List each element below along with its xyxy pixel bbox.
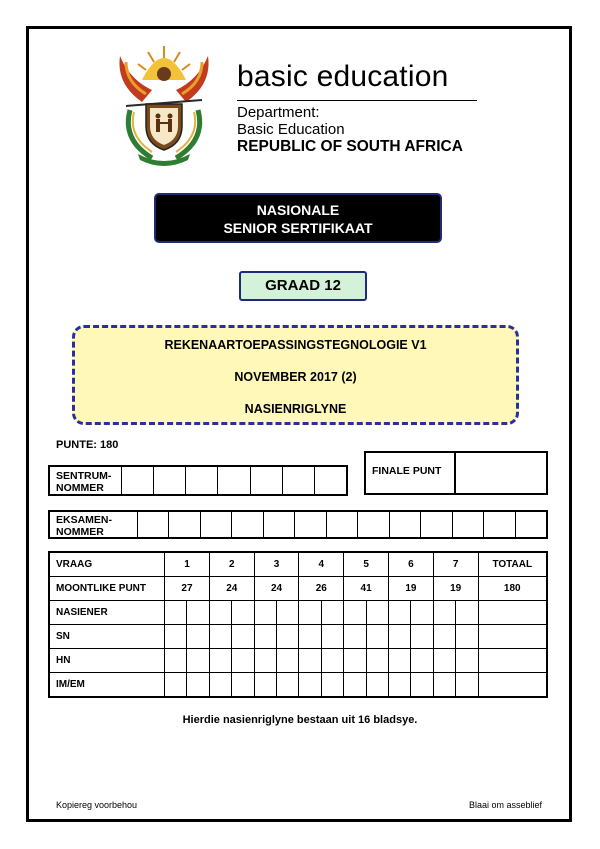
possible-mark-cell: 26 [299, 577, 344, 601]
table-row [49, 625, 547, 649]
exam-digit-box [232, 512, 263, 537]
table-row [49, 649, 547, 673]
mark-entry-cell [277, 601, 299, 625]
mark-entry-cell [411, 649, 433, 673]
mark-entry-cell [232, 649, 254, 673]
centre-digit-box [218, 467, 250, 494]
exam-date: NOVEMBER 2017 (2) [234, 370, 357, 384]
table-row [49, 577, 547, 601]
centre-label-line-1: SENTRUM- [56, 470, 112, 482]
mark-entry-cell [187, 649, 209, 673]
mark-entry-cell [209, 625, 231, 649]
certificate-line-2: SENIOR SERTIFIKAAT [223, 220, 373, 236]
mark-entry-cell [411, 673, 433, 698]
mark-entry-cell [232, 625, 254, 649]
mark-entry-cell [344, 625, 366, 649]
exam-label-line-2: NOMMER [56, 526, 104, 538]
centre-digit-box [283, 467, 315, 494]
table-row [49, 552, 547, 577]
mark-entry-cell [411, 601, 433, 625]
centre-number-field [48, 465, 348, 496]
mark-entry-cell [187, 673, 209, 698]
mark-entry-cell [254, 601, 276, 625]
centre-digit-box [154, 467, 186, 494]
mark-entry-cell [366, 673, 388, 698]
question-number: 1 [165, 552, 210, 577]
centre-digit-box [251, 467, 283, 494]
exam-digit-box [390, 512, 421, 537]
mark-entry-cell [165, 649, 187, 673]
mark-entry-cell [344, 649, 366, 673]
exam-digit-box [295, 512, 326, 537]
exam-digit-box [516, 512, 546, 537]
mark-entry-cell [456, 625, 478, 649]
mark-entry-cell [165, 673, 187, 698]
mark-allocation-table [48, 551, 548, 698]
mark-entry-cell [433, 673, 455, 698]
question-header: VRAAG [49, 552, 165, 577]
centre-digit-box [315, 467, 346, 494]
mark-entry-cell [321, 601, 343, 625]
mark-entry-cell [411, 625, 433, 649]
paper-info-box [72, 325, 519, 425]
mark-entry-cell [165, 625, 187, 649]
coat-of-arms-logo [112, 40, 216, 168]
mark-entry-cell [232, 601, 254, 625]
exam-digit-box [421, 512, 452, 537]
mark-entry-cell [209, 649, 231, 673]
mark-entry-cell [299, 649, 321, 673]
brand-underline [237, 100, 477, 101]
mark-entry-cell [321, 673, 343, 698]
exam-digit-box [453, 512, 484, 537]
department-label: Department: [237, 104, 320, 121]
mark-entry-cell [388, 601, 410, 625]
marker-row-label: IM/EM [49, 673, 165, 698]
exam-digit-box [327, 512, 358, 537]
exam-digit-box [138, 512, 169, 537]
mark-entry-cell [321, 649, 343, 673]
total-header: TOTAAL [478, 552, 547, 577]
question-number: 5 [344, 552, 389, 577]
possible-mark-cell: 24 [254, 577, 299, 601]
question-number: 3 [254, 552, 299, 577]
exam-digit-box [264, 512, 295, 537]
exam-number-label [50, 512, 138, 537]
possible-mark-cell: 19 [433, 577, 478, 601]
certificate-banner [154, 193, 442, 243]
mark-entry-cell [209, 673, 231, 698]
row-total-cell [478, 601, 547, 625]
marker-row-label: NASIENER [49, 601, 165, 625]
final-mark-value-box [456, 453, 546, 493]
question-number: 6 [388, 552, 433, 577]
mark-entry-cell [209, 601, 231, 625]
total-marks: PUNTE: 180 [56, 439, 119, 451]
mark-entry-cell [254, 673, 276, 698]
marker-row-label: HN [49, 649, 165, 673]
mark-entry-cell [299, 601, 321, 625]
mark-entry-cell [277, 649, 299, 673]
exam-digit-box [358, 512, 389, 537]
possible-total-cell: 180 [478, 577, 547, 601]
brand-title: basic education [237, 60, 449, 93]
mark-entry-cell [254, 625, 276, 649]
mark-entry-cell [299, 625, 321, 649]
mark-entry-cell [299, 673, 321, 698]
possible-mark-cell: 27 [165, 577, 210, 601]
mark-entry-cell [321, 625, 343, 649]
centre-digit-box [186, 467, 218, 494]
mark-entry-cell [388, 649, 410, 673]
mark-entry-cell [433, 601, 455, 625]
centre-digit-box [122, 467, 154, 494]
mark-entry-cell [456, 649, 478, 673]
possible-mark-cell: 24 [209, 577, 254, 601]
possible-mark-cell: 19 [388, 577, 433, 601]
mark-entry-cell [433, 625, 455, 649]
question-number: 4 [299, 552, 344, 577]
mark-entry-cell [254, 649, 276, 673]
exam-digit-box [484, 512, 515, 537]
mark-entry-cell [187, 625, 209, 649]
marker-row-label: SN [49, 625, 165, 649]
mark-entry-cell [366, 625, 388, 649]
final-mark-field [364, 451, 548, 495]
possible-marks-header: MOONTLIKE PUNT [49, 577, 165, 601]
department-name: Basic Education [237, 121, 345, 138]
row-total-cell [478, 673, 547, 698]
mark-entry-cell [344, 601, 366, 625]
footer-copyright: Kopiereg voorbehou [56, 800, 138, 810]
mark-entry-cell [277, 625, 299, 649]
certificate-line-1: NASIONALE [256, 202, 340, 218]
row-total-cell [478, 625, 547, 649]
exam-digit-box [201, 512, 232, 537]
mark-entry-cell [456, 673, 478, 698]
possible-mark-cell: 41 [344, 577, 389, 601]
mark-entry-cell [366, 649, 388, 673]
row-total-cell [478, 649, 547, 673]
centre-number-label [50, 467, 122, 494]
table-row [49, 673, 547, 698]
mark-entry-cell [433, 649, 455, 673]
question-number: 7 [433, 552, 478, 577]
mark-entry-cell [456, 601, 478, 625]
mark-entry-cell [344, 673, 366, 698]
mark-entry-cell [366, 601, 388, 625]
centre-label-line-2: NOMMER [56, 482, 104, 494]
exam-label-line-1: EKSAMEN- [56, 514, 113, 526]
mark-entry-cell [187, 601, 209, 625]
subject-title: REKENAARTOEPASSINGSTEGNOLOGIE V1 [164, 338, 427, 352]
country-name: REPUBLIC OF SOUTH AFRICA [237, 138, 463, 155]
page-count-note: Hierdie nasienriglyne bestaan uit 16 bladsye. [182, 714, 418, 726]
exam-digit-box [169, 512, 200, 537]
mark-entry-cell [232, 673, 254, 698]
document-type: NASIENRIGLYNE [244, 402, 347, 416]
footer-turn-over: Blaai om asseblief [468, 800, 542, 810]
mark-entry-cell [388, 625, 410, 649]
mark-entry-cell [277, 673, 299, 698]
exam-number-field [48, 510, 548, 539]
table-row [49, 601, 547, 625]
question-number: 2 [209, 552, 254, 577]
mark-entry-cell [388, 673, 410, 698]
mark-entry-cell [165, 601, 187, 625]
final-mark-label: FINALE PUNT [366, 453, 456, 493]
grade-badge: GRAAD 12 [239, 271, 367, 301]
